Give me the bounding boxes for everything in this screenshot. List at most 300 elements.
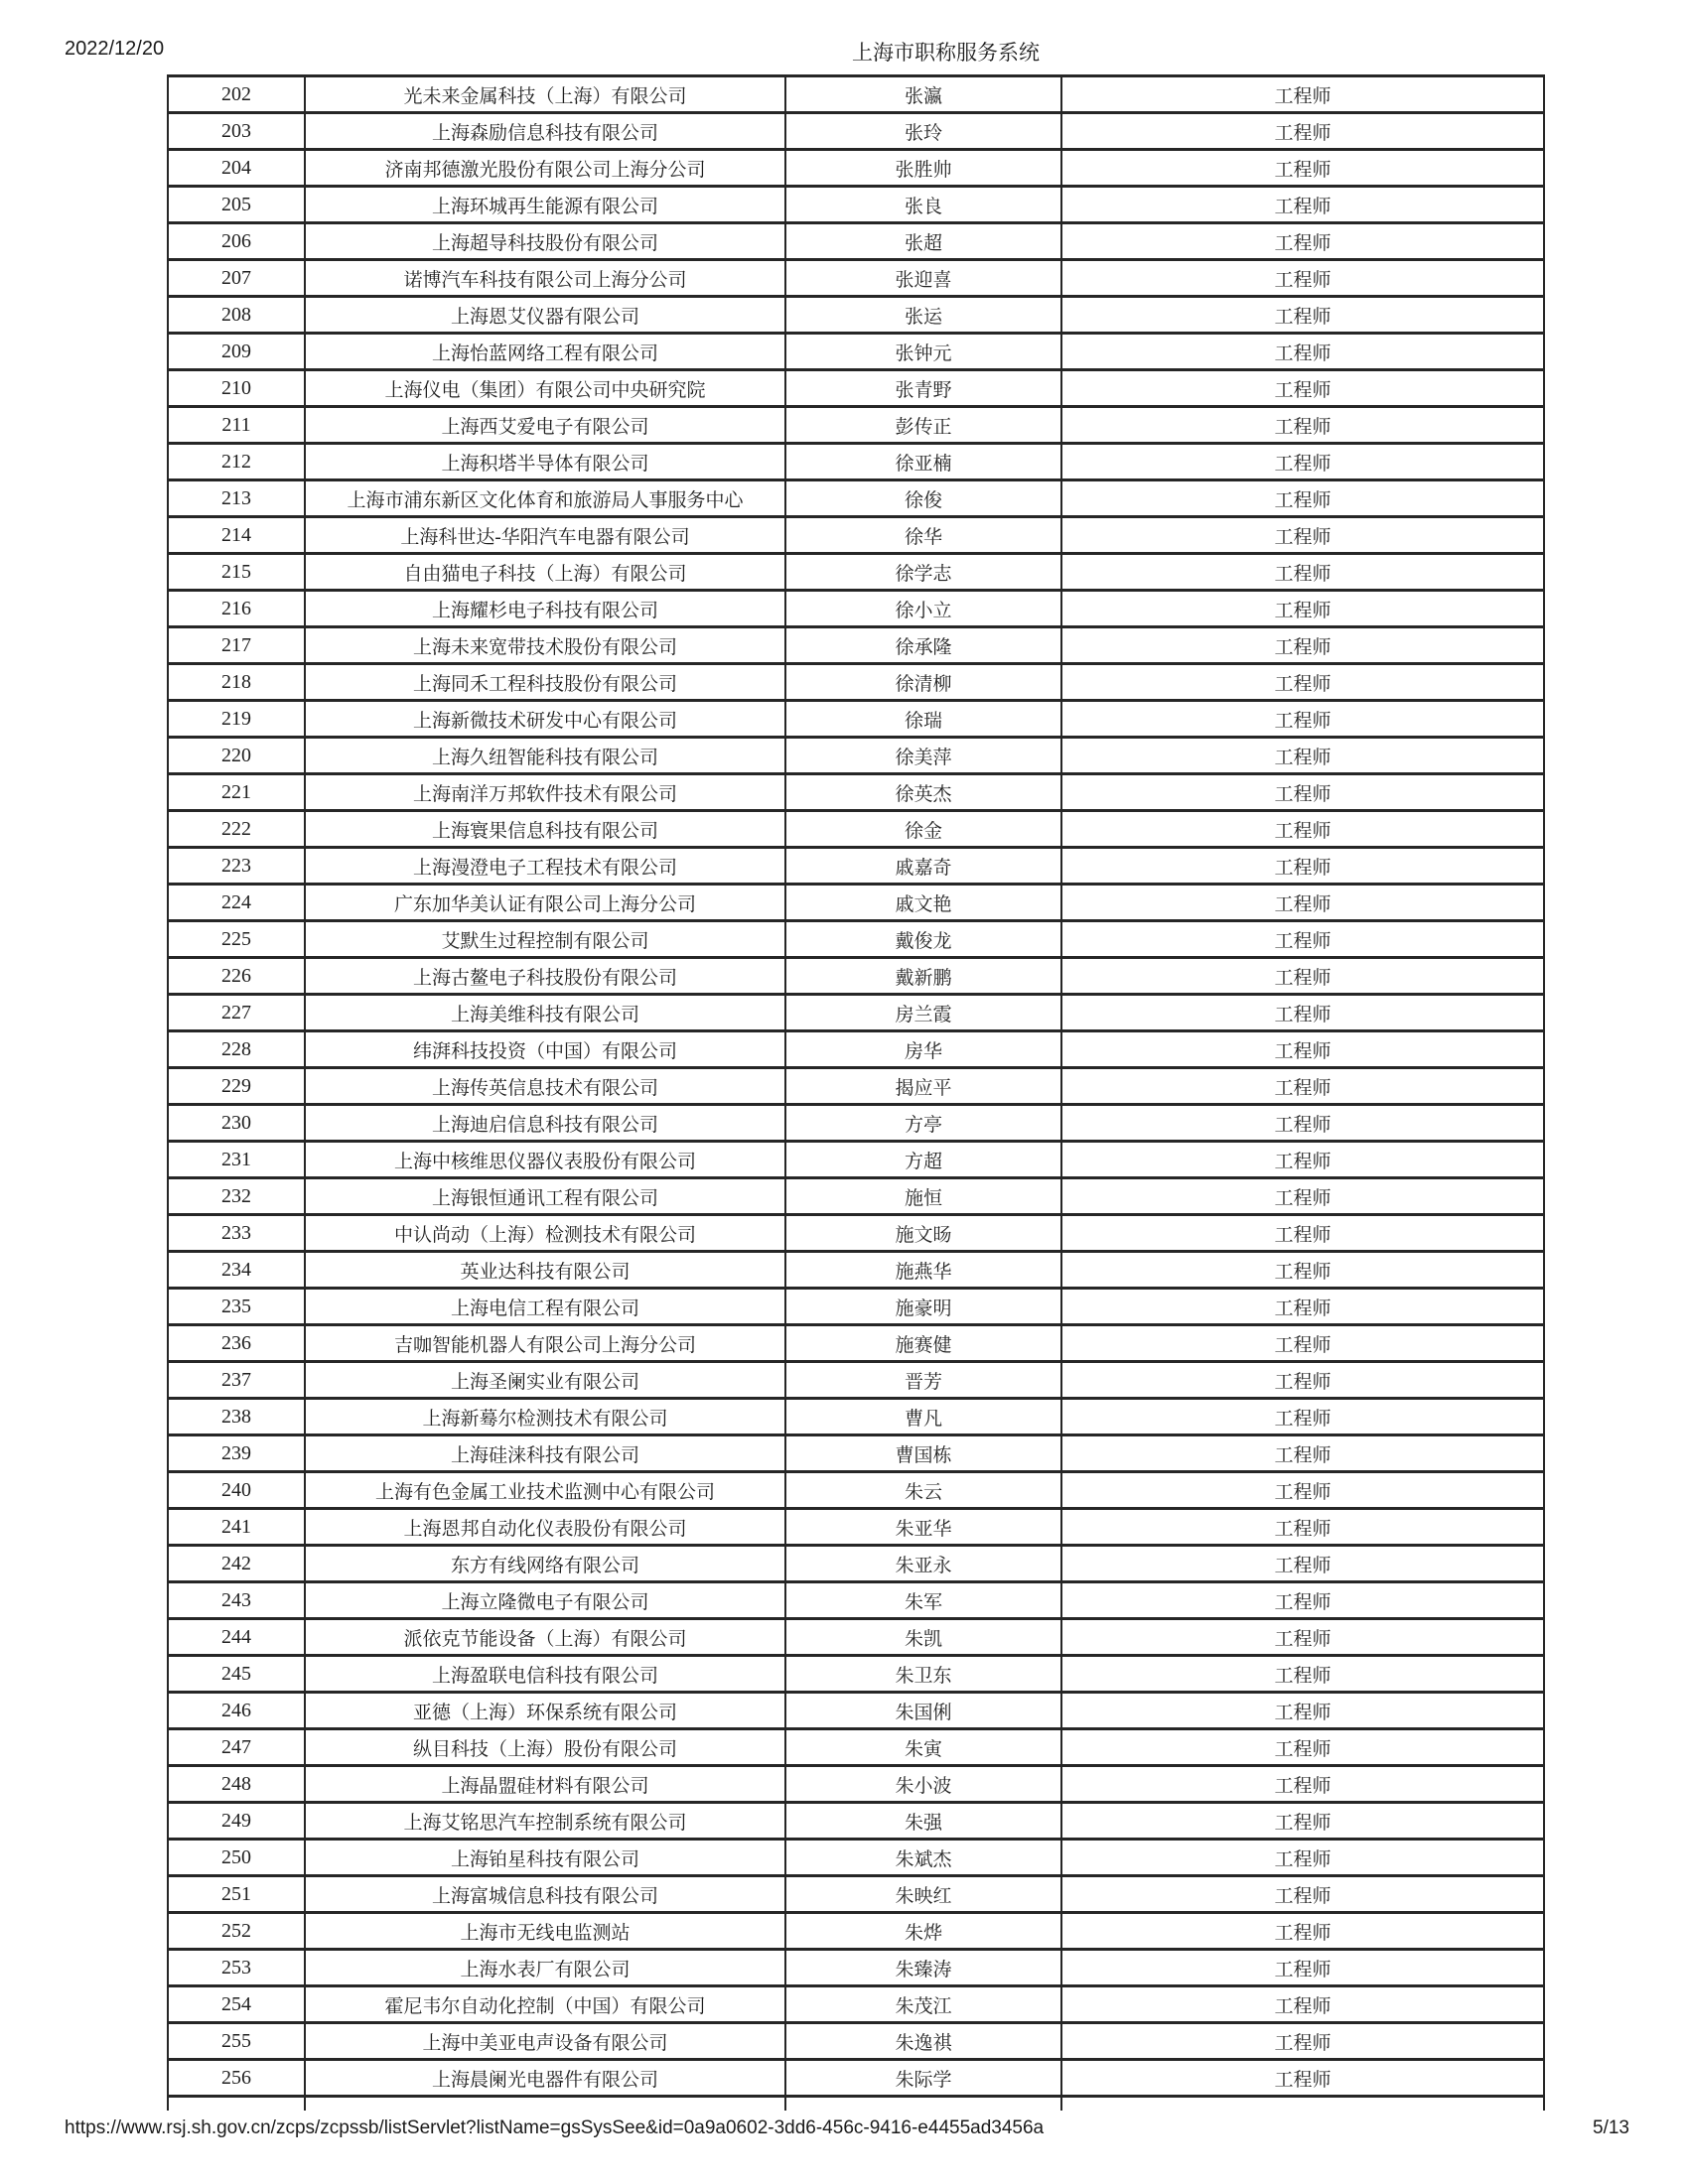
job-title: 工程师 bbox=[1274, 232, 1332, 254]
title-cell bbox=[1062, 1914, 1543, 1948]
company-cell bbox=[306, 1436, 786, 1470]
job-title: 工程师 bbox=[1274, 489, 1332, 511]
person-cell bbox=[786, 849, 1062, 883]
table-row bbox=[169, 1473, 1543, 1510]
company-cell bbox=[306, 1694, 786, 1727]
job-title: 工程师 bbox=[1274, 269, 1332, 291]
job-title: 工程师 bbox=[1274, 1297, 1332, 1319]
title-cell bbox=[1062, 1253, 1543, 1287]
person-name: 张玲 bbox=[904, 122, 942, 144]
person-cell bbox=[786, 812, 1062, 846]
title-cell bbox=[1062, 1877, 1543, 1911]
person-name: 徐学志 bbox=[895, 563, 952, 585]
company-name: 上海富城信息科技有限公司 bbox=[431, 1885, 658, 1907]
person-cell bbox=[786, 1253, 1062, 1287]
table-row bbox=[169, 1326, 1543, 1363]
job-title: 工程师 bbox=[1274, 416, 1332, 438]
person-cell bbox=[786, 1841, 1062, 1874]
person-cell bbox=[786, 1657, 1062, 1691]
company-cell bbox=[306, 77, 786, 111]
table-body bbox=[169, 77, 1543, 2098]
job-title: 工程师 bbox=[1274, 1040, 1332, 1062]
company-name: 上海超导科技股份有限公司 bbox=[431, 232, 658, 254]
row-number: 218 bbox=[221, 670, 251, 693]
company-cell bbox=[306, 114, 786, 148]
person-cell bbox=[786, 224, 1062, 258]
person-name: 朱际学 bbox=[895, 2069, 952, 2091]
row-number: 226 bbox=[221, 964, 251, 987]
row-number-cell bbox=[169, 1069, 306, 1103]
row-number-cell bbox=[169, 775, 306, 809]
table-row bbox=[169, 1730, 1543, 1767]
job-title: 工程师 bbox=[1274, 783, 1332, 805]
company-name: 上海中核维思仪器仪表股份有限公司 bbox=[393, 1151, 696, 1172]
row-number-cell bbox=[169, 335, 306, 368]
company-cell bbox=[306, 1106, 786, 1140]
person-cell bbox=[786, 1547, 1062, 1580]
person-name: 张迎喜 bbox=[895, 269, 952, 291]
row-number-cell bbox=[169, 1436, 306, 1470]
row-number-cell bbox=[169, 151, 306, 185]
company-name: 亚德（上海）环保系统有限公司 bbox=[412, 1702, 677, 1723]
row-number: 219 bbox=[221, 707, 251, 730]
row-number: 204 bbox=[221, 156, 251, 179]
table-row bbox=[169, 1914, 1543, 1951]
person-cell bbox=[786, 1179, 1062, 1213]
company-name: 艾默生过程控制有限公司 bbox=[441, 930, 649, 952]
person-name: 徐华 bbox=[904, 526, 942, 548]
company-name: 派依克节能设备（上海）有限公司 bbox=[403, 1628, 687, 1650]
person-cell bbox=[786, 555, 1062, 589]
job-title: 工程师 bbox=[1274, 1151, 1332, 1172]
job-title: 工程师 bbox=[1274, 342, 1332, 364]
person-cell bbox=[786, 2024, 1062, 2058]
company-name: 上海久纽智能科技有限公司 bbox=[431, 747, 658, 768]
title-cell bbox=[1062, 445, 1543, 478]
row-number-cell bbox=[169, 886, 306, 919]
title-cell bbox=[1062, 812, 1543, 846]
title-cell bbox=[1062, 886, 1543, 919]
person-name: 晋芳 bbox=[904, 1371, 942, 1393]
person-cell bbox=[786, 1620, 1062, 1654]
person-cell bbox=[786, 371, 1062, 405]
person-cell bbox=[786, 1804, 1062, 1838]
row-number-cell bbox=[169, 1143, 306, 1176]
person-name: 徐英杰 bbox=[895, 783, 952, 805]
table-row bbox=[169, 2024, 1543, 2061]
person-cell bbox=[786, 1730, 1062, 1764]
company-cell bbox=[306, 1216, 786, 1250]
person-cell bbox=[786, 592, 1062, 625]
title-cell bbox=[1062, 1216, 1543, 1250]
title-cell bbox=[1062, 224, 1543, 258]
table-row bbox=[169, 555, 1543, 592]
row-number: 241 bbox=[221, 1515, 251, 1538]
person-cell bbox=[786, 2061, 1062, 2095]
company-name: 上海环城再生能源有限公司 bbox=[431, 196, 658, 217]
person-cell bbox=[786, 1987, 1062, 2021]
row-number-cell bbox=[169, 1290, 306, 1323]
person-cell bbox=[786, 1290, 1062, 1323]
person-name: 徐俊 bbox=[904, 489, 942, 511]
title-list-table bbox=[167, 74, 1545, 2111]
page-title: 上海市职称服务系统 bbox=[852, 42, 1040, 65]
title-cell bbox=[1062, 1106, 1543, 1140]
company-cell bbox=[306, 408, 786, 442]
company-cell bbox=[306, 1987, 786, 2021]
table-row bbox=[169, 518, 1543, 555]
company-cell bbox=[306, 996, 786, 1029]
row-number-cell bbox=[169, 1914, 306, 1948]
person-name: 张钟元 bbox=[895, 342, 952, 364]
company-name: 上海怡蓝网络工程有限公司 bbox=[431, 342, 658, 364]
row-number: 250 bbox=[221, 1845, 251, 1868]
company-name: 光未来金属科技（上海）有限公司 bbox=[403, 85, 687, 107]
person-name: 朱军 bbox=[904, 1591, 942, 1613]
person-cell bbox=[786, 886, 1062, 919]
job-title: 工程师 bbox=[1274, 85, 1332, 107]
job-title: 工程师 bbox=[1274, 1408, 1332, 1430]
company-cell bbox=[306, 1032, 786, 1066]
title-cell bbox=[1062, 1326, 1543, 1360]
row-number: 209 bbox=[221, 340, 251, 362]
row-number: 207 bbox=[221, 266, 251, 289]
company-name: 上海新微技术研发中心有限公司 bbox=[412, 710, 677, 732]
row-number: 222 bbox=[221, 817, 251, 840]
company-cell bbox=[306, 555, 786, 589]
company-name: 上海硅涞科技有限公司 bbox=[450, 1444, 639, 1466]
job-title: 工程师 bbox=[1274, 820, 1332, 842]
job-title: 工程师 bbox=[1274, 159, 1332, 181]
title-cell bbox=[1062, 849, 1543, 883]
person-cell bbox=[786, 1510, 1062, 1544]
job-title: 工程师 bbox=[1274, 2069, 1332, 2091]
person-name: 朱映红 bbox=[895, 1885, 952, 1907]
person-cell bbox=[786, 1583, 1062, 1617]
row-number-cell bbox=[169, 849, 306, 883]
table-row bbox=[169, 849, 1543, 886]
title-cell bbox=[1062, 959, 1543, 993]
row-number-cell bbox=[169, 1730, 306, 1764]
title-cell bbox=[1062, 1987, 1543, 2021]
job-title: 工程师 bbox=[1274, 1114, 1332, 1136]
row-number-cell bbox=[169, 1987, 306, 2021]
company-cell bbox=[306, 1657, 786, 1691]
job-title: 工程师 bbox=[1274, 1922, 1332, 1944]
row-number-cell bbox=[169, 1179, 306, 1213]
title-cell bbox=[1062, 1841, 1543, 1874]
job-title: 工程师 bbox=[1274, 1812, 1332, 1834]
row-number: 255 bbox=[221, 2029, 251, 2052]
company-name: 上海古鳌电子科技股份有限公司 bbox=[412, 967, 677, 989]
table-row bbox=[169, 1547, 1543, 1583]
title-cell bbox=[1062, 1767, 1543, 1801]
table-row bbox=[169, 335, 1543, 371]
person-cell bbox=[786, 261, 1062, 295]
company-cell bbox=[306, 2061, 786, 2095]
title-cell bbox=[1062, 1032, 1543, 1066]
title-cell bbox=[1062, 1400, 1543, 1433]
row-number-cell bbox=[169, 959, 306, 993]
row-number: 236 bbox=[221, 1331, 251, 1354]
title-cell bbox=[1062, 1510, 1543, 1544]
row-number-cell bbox=[169, 1767, 306, 1801]
row-number-cell bbox=[169, 1547, 306, 1580]
table-row bbox=[169, 1436, 1543, 1473]
table-row bbox=[169, 1510, 1543, 1547]
title-cell bbox=[1062, 298, 1543, 332]
job-title: 工程师 bbox=[1274, 673, 1332, 695]
person-name: 戚文艳 bbox=[895, 893, 952, 915]
company-name: 中认尚动（上海）检测技术有限公司 bbox=[393, 1224, 696, 1246]
person-name: 徐瑞 bbox=[904, 710, 942, 732]
person-cell bbox=[786, 665, 1062, 699]
company-name: 上海水表厂有限公司 bbox=[460, 1959, 631, 1980]
person-cell bbox=[786, 628, 1062, 662]
company-name: 上海新蓦尔检测技术有限公司 bbox=[422, 1408, 668, 1430]
company-name: 英业达科技有限公司 bbox=[460, 1261, 631, 1283]
table-row bbox=[169, 1143, 1543, 1179]
person-cell bbox=[786, 1767, 1062, 1801]
company-name: 诺博汽车科技有限公司上海分公司 bbox=[403, 269, 687, 291]
row-number: 202 bbox=[221, 82, 251, 105]
person-name: 方超 bbox=[904, 1151, 942, 1172]
row-number-cell bbox=[169, 1510, 306, 1544]
title-cell bbox=[1062, 628, 1543, 662]
row-number: 249 bbox=[221, 1809, 251, 1832]
row-number-cell bbox=[169, 1877, 306, 1911]
company-cell bbox=[306, 2098, 786, 2111]
person-cell bbox=[786, 775, 1062, 809]
row-number: 244 bbox=[221, 1625, 251, 1648]
table-row bbox=[169, 1804, 1543, 1841]
company-cell bbox=[306, 224, 786, 258]
table-row bbox=[169, 812, 1543, 849]
job-title: 工程师 bbox=[1274, 747, 1332, 768]
title-cell bbox=[1062, 1473, 1543, 1507]
row-number: 220 bbox=[221, 744, 251, 766]
row-number-cell bbox=[169, 996, 306, 1029]
row-number: 253 bbox=[221, 1956, 251, 1979]
person-cell bbox=[786, 1363, 1062, 1397]
table-row bbox=[169, 775, 1543, 812]
company-cell bbox=[306, 1179, 786, 1213]
title-cell bbox=[1062, 702, 1543, 736]
company-cell bbox=[306, 922, 786, 956]
table-row bbox=[169, 2061, 1543, 2098]
row-number-cell bbox=[169, 261, 306, 295]
person-name: 施文旸 bbox=[895, 1224, 952, 1246]
table-row bbox=[169, 1032, 1543, 1069]
row-number: 210 bbox=[221, 376, 251, 399]
row-number: 242 bbox=[221, 1552, 251, 1574]
person-name: 施恒 bbox=[904, 1187, 942, 1209]
person-name: 徐清柳 bbox=[895, 673, 952, 695]
footer-url: https://www.rsj.sh.gov.cn/zcps/zcpssb/listServlet?listName=gsSysSee&id=0a9a0602-3dd6-456c-9416-e4455ad3456a bbox=[65, 2117, 1045, 2138]
title-cell bbox=[1062, 481, 1543, 515]
company-cell bbox=[306, 1253, 786, 1287]
job-title: 工程师 bbox=[1274, 1628, 1332, 1650]
row-number-cell bbox=[169, 1106, 306, 1140]
company-name: 上海市浦东新区文化体育和旅游局人事服务中心 bbox=[347, 489, 744, 511]
job-title: 工程师 bbox=[1274, 967, 1332, 989]
row-number: 223 bbox=[221, 854, 251, 877]
company-cell bbox=[306, 886, 786, 919]
company-cell bbox=[306, 1473, 786, 1507]
row-number: 234 bbox=[221, 1258, 251, 1281]
title-cell bbox=[1062, 371, 1543, 405]
person-cell bbox=[786, 1473, 1062, 1507]
company-cell bbox=[306, 849, 786, 883]
person-name: 朱寅 bbox=[904, 1738, 942, 1760]
company-name: 上海艾铭思汽车控制系统有限公司 bbox=[403, 1812, 687, 1834]
title-cell bbox=[1062, 1179, 1543, 1213]
job-title: 工程师 bbox=[1274, 526, 1332, 548]
title-cell bbox=[1062, 1583, 1543, 1617]
row-number-cell bbox=[169, 2024, 306, 2058]
company-name: 霍尼韦尔自动化控制（中国）有限公司 bbox=[384, 1995, 706, 2017]
company-name: 自由猫电子科技（上海）有限公司 bbox=[403, 563, 687, 585]
person-cell bbox=[786, 114, 1062, 148]
row-number-cell bbox=[169, 371, 306, 405]
table-row bbox=[169, 114, 1543, 151]
company-name: 上海迪启信息科技有限公司 bbox=[431, 1114, 658, 1136]
title-cell bbox=[1062, 1804, 1543, 1838]
table-row bbox=[169, 1216, 1543, 1253]
row-number-cell bbox=[169, 1583, 306, 1617]
table-row-partial bbox=[169, 2098, 1543, 2111]
company-name: 纵目科技（上海）股份有限公司 bbox=[412, 1738, 677, 1760]
row-number-cell bbox=[169, 1694, 306, 1727]
row-number: 211 bbox=[221, 413, 251, 436]
person-name: 彭传正 bbox=[895, 416, 952, 438]
table-row bbox=[169, 261, 1543, 298]
table-row bbox=[169, 77, 1543, 114]
company-cell bbox=[306, 1767, 786, 1801]
company-name: 上海晶盟硅材料有限公司 bbox=[441, 1775, 649, 1797]
company-name: 广东加华美认证有限公司上海分公司 bbox=[393, 893, 696, 915]
company-name: 上海中美亚电声设备有限公司 bbox=[422, 2032, 668, 2054]
job-title: 工程师 bbox=[1274, 1555, 1332, 1576]
person-name: 戴新鹏 bbox=[895, 967, 952, 989]
row-number-cell bbox=[169, 518, 306, 552]
title-cell bbox=[1062, 1436, 1543, 1470]
person-name: 朱逸祺 bbox=[895, 2032, 952, 2054]
title-cell bbox=[1062, 2098, 1543, 2111]
table-row bbox=[169, 1400, 1543, 1436]
table-row bbox=[169, 1620, 1543, 1657]
person-name: 曹国栋 bbox=[895, 1444, 952, 1466]
job-title: 工程师 bbox=[1274, 893, 1332, 915]
title-cell bbox=[1062, 775, 1543, 809]
row-number: 237 bbox=[221, 1368, 251, 1391]
company-cell bbox=[306, 1363, 786, 1397]
title-cell bbox=[1062, 1547, 1543, 1580]
table-row bbox=[169, 224, 1543, 261]
row-number-cell bbox=[169, 1363, 306, 1397]
job-title: 工程师 bbox=[1274, 453, 1332, 475]
title-cell bbox=[1062, 739, 1543, 772]
table-row bbox=[169, 371, 1543, 408]
row-number: 205 bbox=[221, 193, 251, 215]
row-number: 229 bbox=[221, 1074, 251, 1097]
company-cell bbox=[306, 1841, 786, 1874]
job-title: 工程师 bbox=[1274, 1885, 1332, 1907]
person-name: 方亭 bbox=[904, 1114, 942, 1136]
row-number-cell bbox=[169, 1400, 306, 1433]
job-title: 工程师 bbox=[1274, 710, 1332, 732]
row-number: 256 bbox=[221, 2066, 251, 2089]
row-number-cell bbox=[169, 1032, 306, 1066]
row-number: 247 bbox=[221, 1735, 251, 1758]
company-cell bbox=[306, 702, 786, 736]
row-number: 230 bbox=[221, 1111, 251, 1134]
table-row bbox=[169, 1179, 1543, 1216]
row-number: 215 bbox=[221, 560, 251, 583]
job-title: 工程师 bbox=[1274, 1004, 1332, 1025]
job-title: 工程师 bbox=[1274, 1775, 1332, 1797]
title-cell bbox=[1062, 1657, 1543, 1691]
person-name: 张青野 bbox=[895, 379, 952, 401]
person-cell bbox=[786, 996, 1062, 1029]
company-cell bbox=[306, 1326, 786, 1360]
row-number: 203 bbox=[221, 119, 251, 142]
company-name: 上海恩邦自动化仪表股份有限公司 bbox=[403, 1518, 687, 1540]
company-name: 上海电信工程有限公司 bbox=[450, 1297, 639, 1319]
person-name: 张超 bbox=[904, 232, 942, 254]
company-cell bbox=[306, 1069, 786, 1103]
company-name: 上海森励信息科技有限公司 bbox=[431, 122, 658, 144]
row-number: 224 bbox=[221, 890, 251, 913]
company-name: 东方有线网络有限公司 bbox=[450, 1555, 639, 1576]
title-cell bbox=[1062, 665, 1543, 699]
row-number-cell bbox=[169, 555, 306, 589]
job-title: 工程师 bbox=[1274, 600, 1332, 621]
company-cell bbox=[306, 481, 786, 515]
company-cell bbox=[306, 518, 786, 552]
row-number-cell bbox=[169, 1951, 306, 1984]
company-name: 上海仪电（集团）有限公司中央研究院 bbox=[384, 379, 706, 401]
table-row bbox=[169, 1767, 1543, 1804]
person-name: 朱斌杰 bbox=[895, 1848, 952, 1870]
job-title: 工程师 bbox=[1274, 563, 1332, 585]
company-cell bbox=[306, 1951, 786, 1984]
company-name: 上海盈联电信科技有限公司 bbox=[431, 1665, 658, 1687]
company-name: 上海银恒通讯工程有限公司 bbox=[431, 1187, 658, 1209]
header-date: 2022/12/20 bbox=[65, 38, 165, 60]
person-name: 曹凡 bbox=[904, 1408, 942, 1430]
person-cell bbox=[786, 1143, 1062, 1176]
job-title: 工程师 bbox=[1274, 1224, 1332, 1246]
row-number: 245 bbox=[221, 1662, 251, 1685]
person-cell bbox=[786, 518, 1062, 552]
company-cell bbox=[306, 151, 786, 185]
row-number-cell bbox=[169, 628, 306, 662]
row-number-cell bbox=[169, 445, 306, 478]
company-name: 上海积塔半导体有限公司 bbox=[441, 453, 649, 475]
table-row bbox=[169, 922, 1543, 959]
person-cell bbox=[786, 1032, 1062, 1066]
person-name: 朱卫东 bbox=[895, 1665, 952, 1687]
row-number-cell bbox=[169, 922, 306, 956]
company-cell bbox=[306, 775, 786, 809]
company-cell bbox=[306, 1510, 786, 1544]
company-cell bbox=[306, 298, 786, 332]
person-name: 张胜帅 bbox=[895, 159, 952, 181]
row-number: 235 bbox=[221, 1295, 251, 1317]
company-cell bbox=[306, 445, 786, 478]
company-cell bbox=[306, 1620, 786, 1654]
